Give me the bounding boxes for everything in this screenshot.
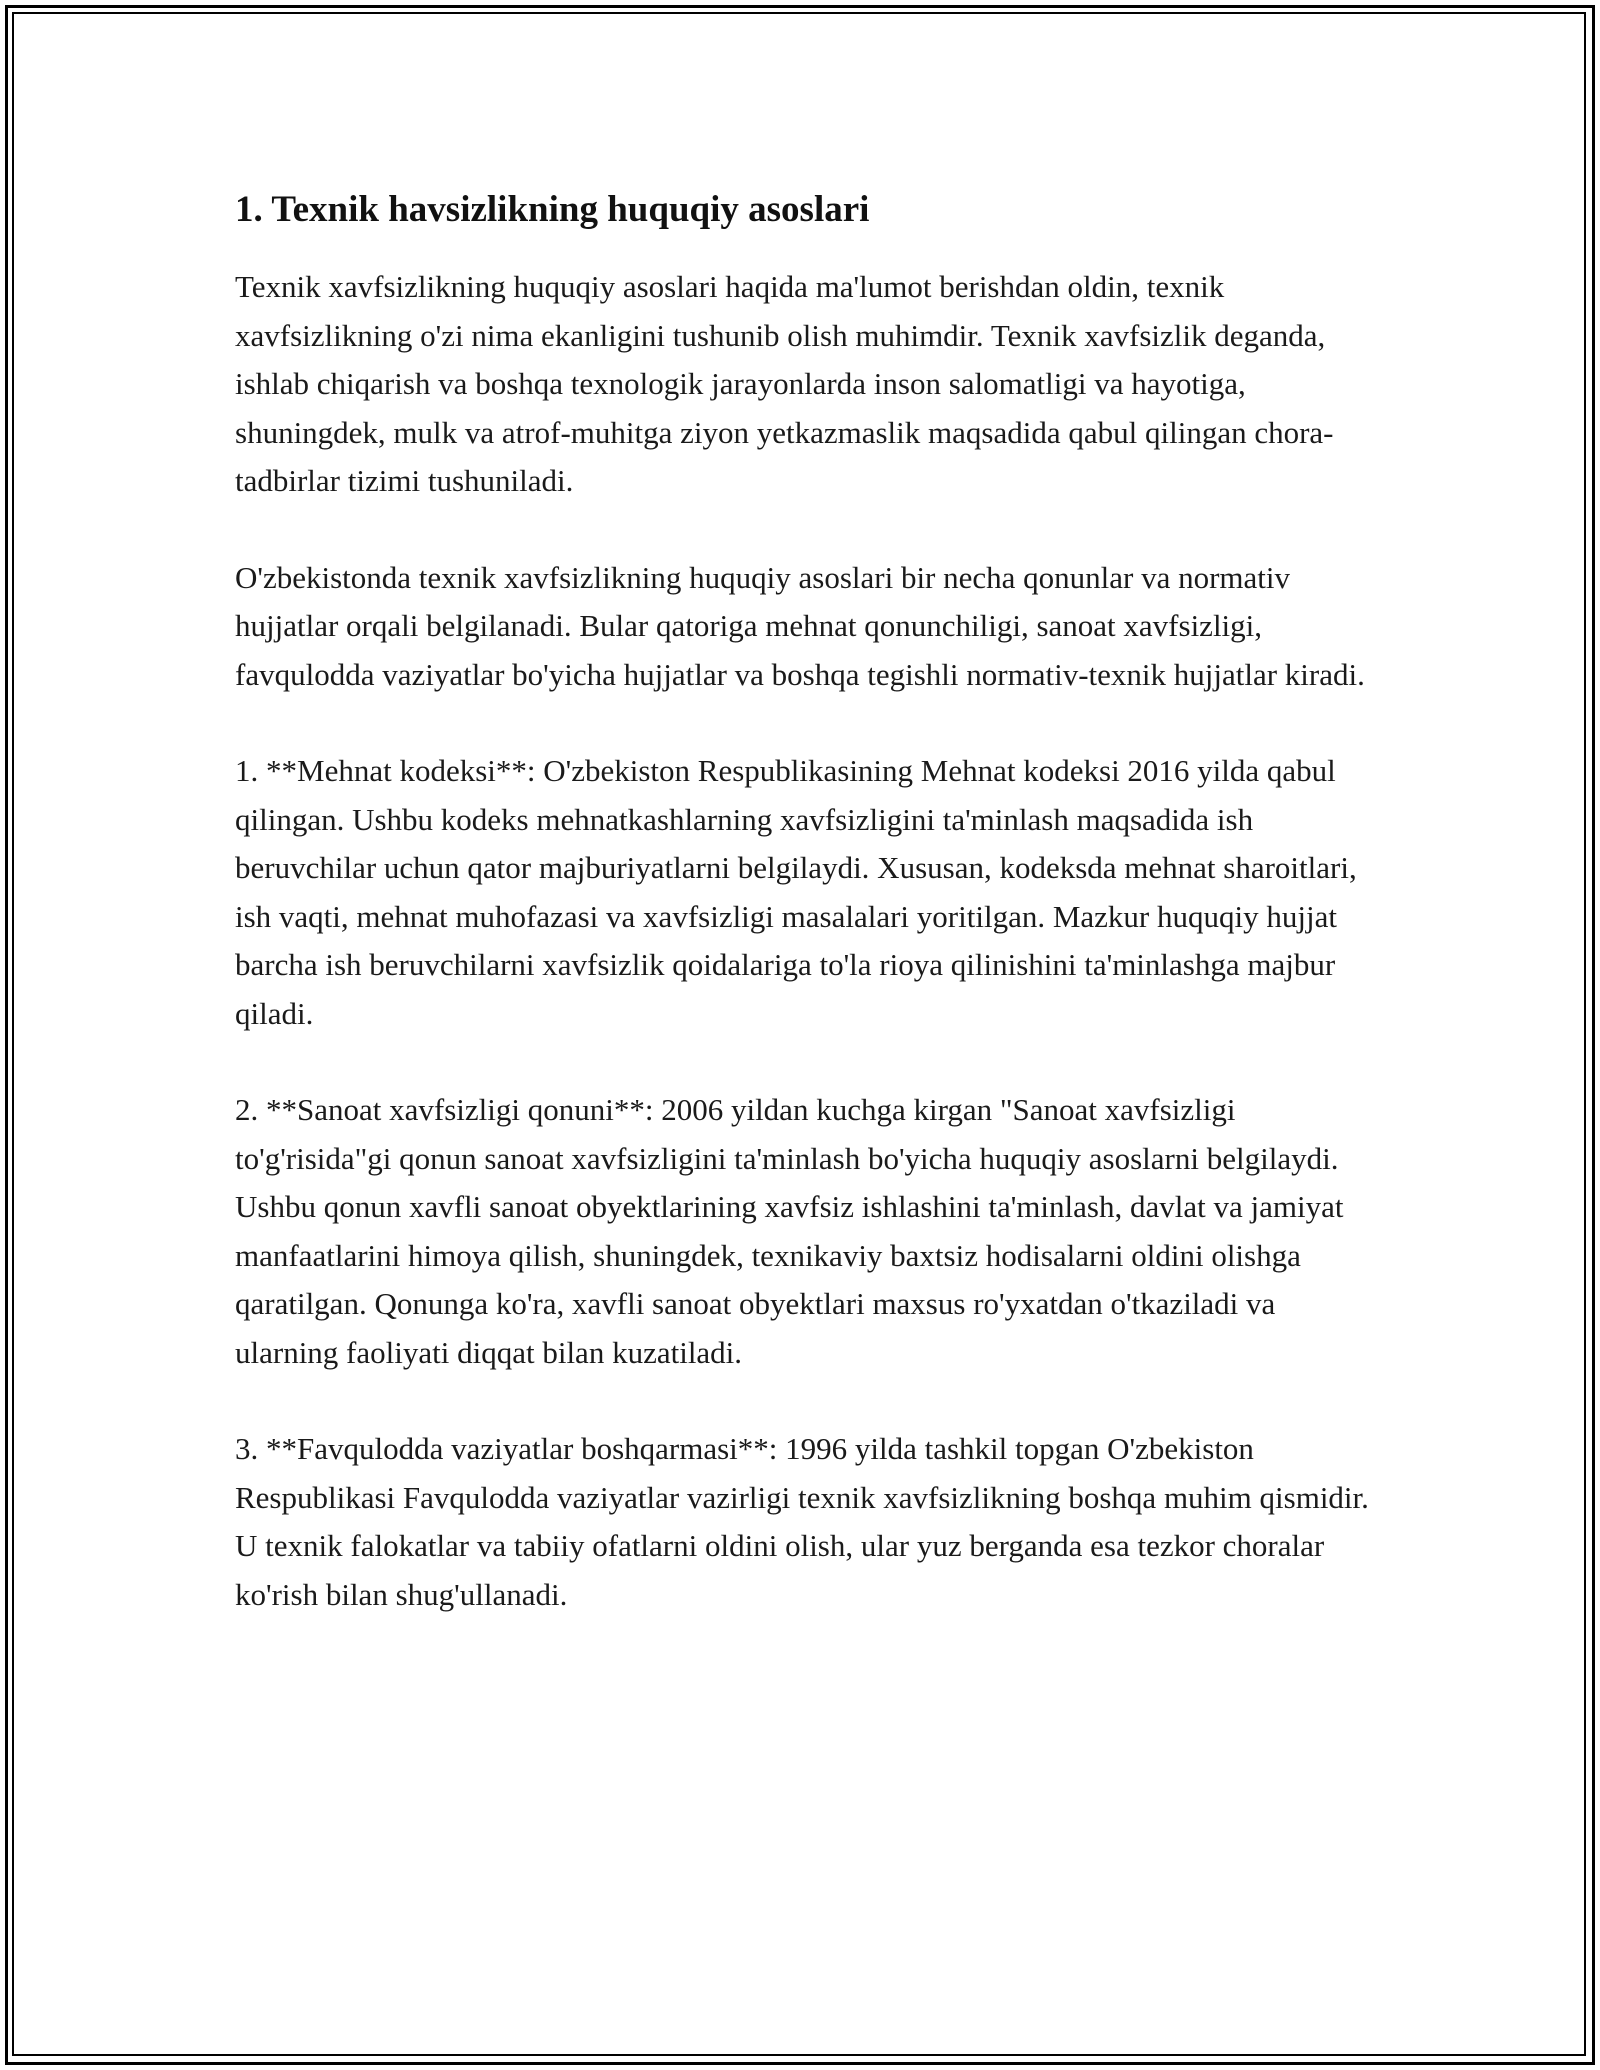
paragraph-emergency-ministry: 3. **Favqulodda vaziyatlar boshqarmasi**: 1996 yilda tashkil topgan O'zbekiston Respublikasi Favqulodda vaziyatlar vazirligi texnik xavfsizlikning boshqa muhim qismidir. U texnik falokatlar va tabiiy ofatlarni oldini olish, ular yuz berganda esa tezkor choralar ko'rish bilan shug'ullanadi.	[235, 1431, 1369, 1612]
paragraph-industrial-safety-law: 2. **Sanoat xavfsizligi qonuni**: 2006 yildan kuchga kirgan "Sanoat xavfsizligi to'g'risida"gi qonun sanoat xavfsizligini ta'minlash bo'yicha huquqiy asoslarni belgilaydi. Ushbu qonun xavfli sanoat obyektlarining xavfsiz ishlashini ta'minlash, davlat va jamiyat manfaatlarini himoya qilish, shuningdek, texnikaviy baxtsiz hodisalarni oldini olishga qaratilgan. Qonunga ko'ra, xavfli sanoat obyektlari maxsus ro'yxatdan o'tkaziladi va ularning faoliyati diqqat bilan kuzatiladi.	[235, 1092, 1344, 1370]
document-title: 1. Texnik havsizlikning huquqiy asoslari	[235, 189, 870, 230]
paragraph-legal-basis: O'zbekistonda texnik xavfsizlikning huquqiy asoslari bir necha qonunlar va normativ hujjatlar orqali belgilanadi. Bular qatoriga mehnat qonunchiligi, sanoat xavfsizligi, favqulodda vaziyatlar bo'yicha hujjatlar va boshqa tegishli normativ-texnik hujjatlar kiradi.	[235, 559, 1365, 692]
paragraph-labor-code: 1. **Mehnat kodeksi**: O'zbekiston Respublikasining Mehnat kodeksi 2016 yilda qabul qilingan. Ushbu kodeks mehnatkashlarning xavfsizligini ta'minlash maqsadida ish beruvchilar uchun qator majburiyatlarni belgilaydi. Xususan, kodeksda mehnat sharoitlari, ish vaqti, mehnat muhofazasi va xavfsizligi masalalari yoritilgan. Mazkur huquqiy hujjat barcha ish beruvchilarni xavfsizlik qoidalariga to'la rioya qilinishini ta'minlashga majbur qiladi.	[235, 753, 1357, 1031]
paragraph-intro: Texnik xavfsizlikning huquqiy asoslari haqida ma'lumot berishdan oldin, texnik xavfsizlikning o'zi nima ekanligini tushunib olish muhimdir. Texnik xavfsizlik deganda, ishlab chiqarish va boshqa texnologik jarayonlarda inson salomatligi va hayotiga, shuningdek, mulk va atrof-muhitga ziyon yetkazmaslik maqsadida qabul qilingan chora-tadbirlar tizimi tushuniladi.	[235, 269, 1334, 498]
document-body	[235, 186, 1385, 1667]
